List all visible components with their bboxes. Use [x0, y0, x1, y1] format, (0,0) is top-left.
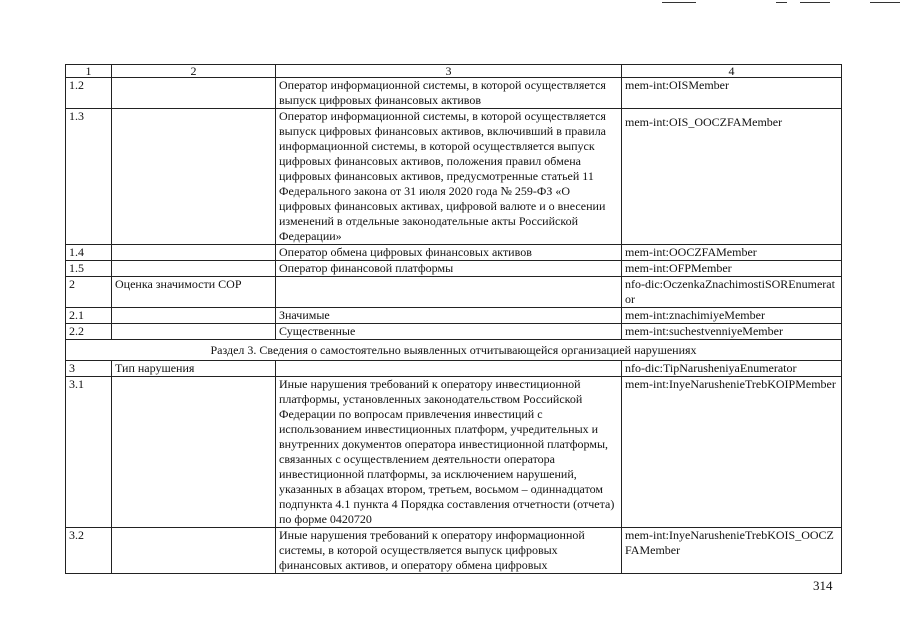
row-number: 3.1	[66, 377, 112, 528]
document-table	[65, 64, 842, 574]
row-number: 2.1	[66, 308, 112, 324]
row-number: 2	[66, 277, 112, 308]
row-name	[112, 109, 276, 245]
row-number: 1.5	[66, 261, 112, 277]
row-number: 1.3	[66, 109, 112, 245]
row-description: Оператор информационной системы, в которой осуществляется выпуск цифровых финансовых активов, включивший в правила информационной системы, в которой осуществляется выпуск цифровых финансовых активов, положения правил обмена цифровых финансовых активов, предусмотренные статьей 11 Федерального закона от 31 июля 2020 года № 259-ФЗ «О цифровых финансовых активах, цифровой валюте и о внесении изменений в отдельные законодательные акты Российской Федерации»	[276, 109, 622, 245]
scan-mark	[776, 2, 787, 3]
row-number: 1.2	[66, 78, 112, 109]
row-description: Значимые	[276, 308, 622, 324]
row-name	[112, 245, 276, 261]
row-name	[112, 377, 276, 528]
row-name	[112, 528, 276, 574]
row-number: 3.2	[66, 528, 112, 574]
row-code: mem-int:OFPMember	[622, 261, 842, 277]
document-table-container	[65, 64, 841, 574]
scan-mark	[662, 2, 696, 3]
column-number-row	[66, 65, 842, 78]
column-number-2: 2	[112, 65, 276, 78]
table-row	[66, 377, 842, 528]
row-code: mem-int:OOCZFAMember	[622, 245, 842, 261]
table-row	[66, 361, 842, 377]
scan-mark	[800, 2, 830, 3]
row-name	[112, 324, 276, 340]
row-name: Тип нарушения	[112, 361, 276, 377]
column-number-4: 4	[622, 65, 842, 78]
table-row	[66, 109, 842, 245]
table-row	[66, 261, 842, 277]
row-description: Оператор информационной системы, в которой осуществляется выпуск цифровых финансовых активов	[276, 78, 622, 109]
row-code: mem-int:znachimiyeMember	[622, 308, 842, 324]
row-description: Оператор финансовой платформы	[276, 261, 622, 277]
row-code: mem-int:OIS_OOCZFAMember	[622, 109, 842, 245]
row-description: Оператор обмена цифровых финансовых активов	[276, 245, 622, 261]
row-description: Иные нарушения требований к оператору информационной системы, в которой осуществляется выпуск цифровых финансовых активов, и оператору обмена цифровых	[276, 528, 622, 574]
row-description	[276, 361, 622, 377]
row-name	[112, 261, 276, 277]
row-name	[112, 78, 276, 109]
row-number: 1.4	[66, 245, 112, 261]
section-title: Раздел 3. Сведения о самостоятельно выявленных отчитывающейся организацией нарушениях	[66, 340, 842, 361]
row-code: mem-int:OISMember	[622, 78, 842, 109]
table-row	[66, 78, 842, 109]
row-number: 3	[66, 361, 112, 377]
table-row	[66, 245, 842, 261]
section-header-row	[66, 340, 842, 361]
row-code: mem-int:InyeNarushenieTrebKOIPMember	[622, 377, 842, 528]
row-code: mem-int:suchestvenniyeMember	[622, 324, 842, 340]
table-row	[66, 324, 842, 340]
column-number-1: 1	[66, 65, 112, 78]
scan-mark	[870, 2, 900, 3]
row-description: Иные нарушения требований к оператору инвестиционной платформы, установленных законодательством Российской Федерации по вопросам привлечения инвестиций с использованием инвестиционных платформ, учредительных и внутренних документов оператора инвестиционной платформы, связанных с осуществлением деятельности оператора инвестиционной платформы, за исключением нарушений, указанных в абзацах втором, третьем, восьмом – одиннадцатом подпункта 4.1 пункта 4 Порядка составления отчетности (отчета) по форме 0420720	[276, 377, 622, 528]
row-number: 2.2	[66, 324, 112, 340]
table-row	[66, 308, 842, 324]
row-code: mem-int:InyeNarushenieTrebKOIS_OOCZFAMember	[622, 528, 842, 574]
row-code: nfo-dic:TipNarusheniyaEnumerator	[622, 361, 842, 377]
row-code: nfo-dic:OczenkaZnachimostiSOREnumerator	[622, 277, 842, 308]
row-name: Оценка значимости СОР	[112, 277, 276, 308]
table-row	[66, 528, 842, 574]
column-number-3: 3	[276, 65, 622, 78]
row-description	[276, 277, 622, 308]
row-name	[112, 308, 276, 324]
page-number: 314	[813, 578, 833, 593]
table-row	[66, 277, 842, 308]
row-description: Существенные	[276, 324, 622, 340]
